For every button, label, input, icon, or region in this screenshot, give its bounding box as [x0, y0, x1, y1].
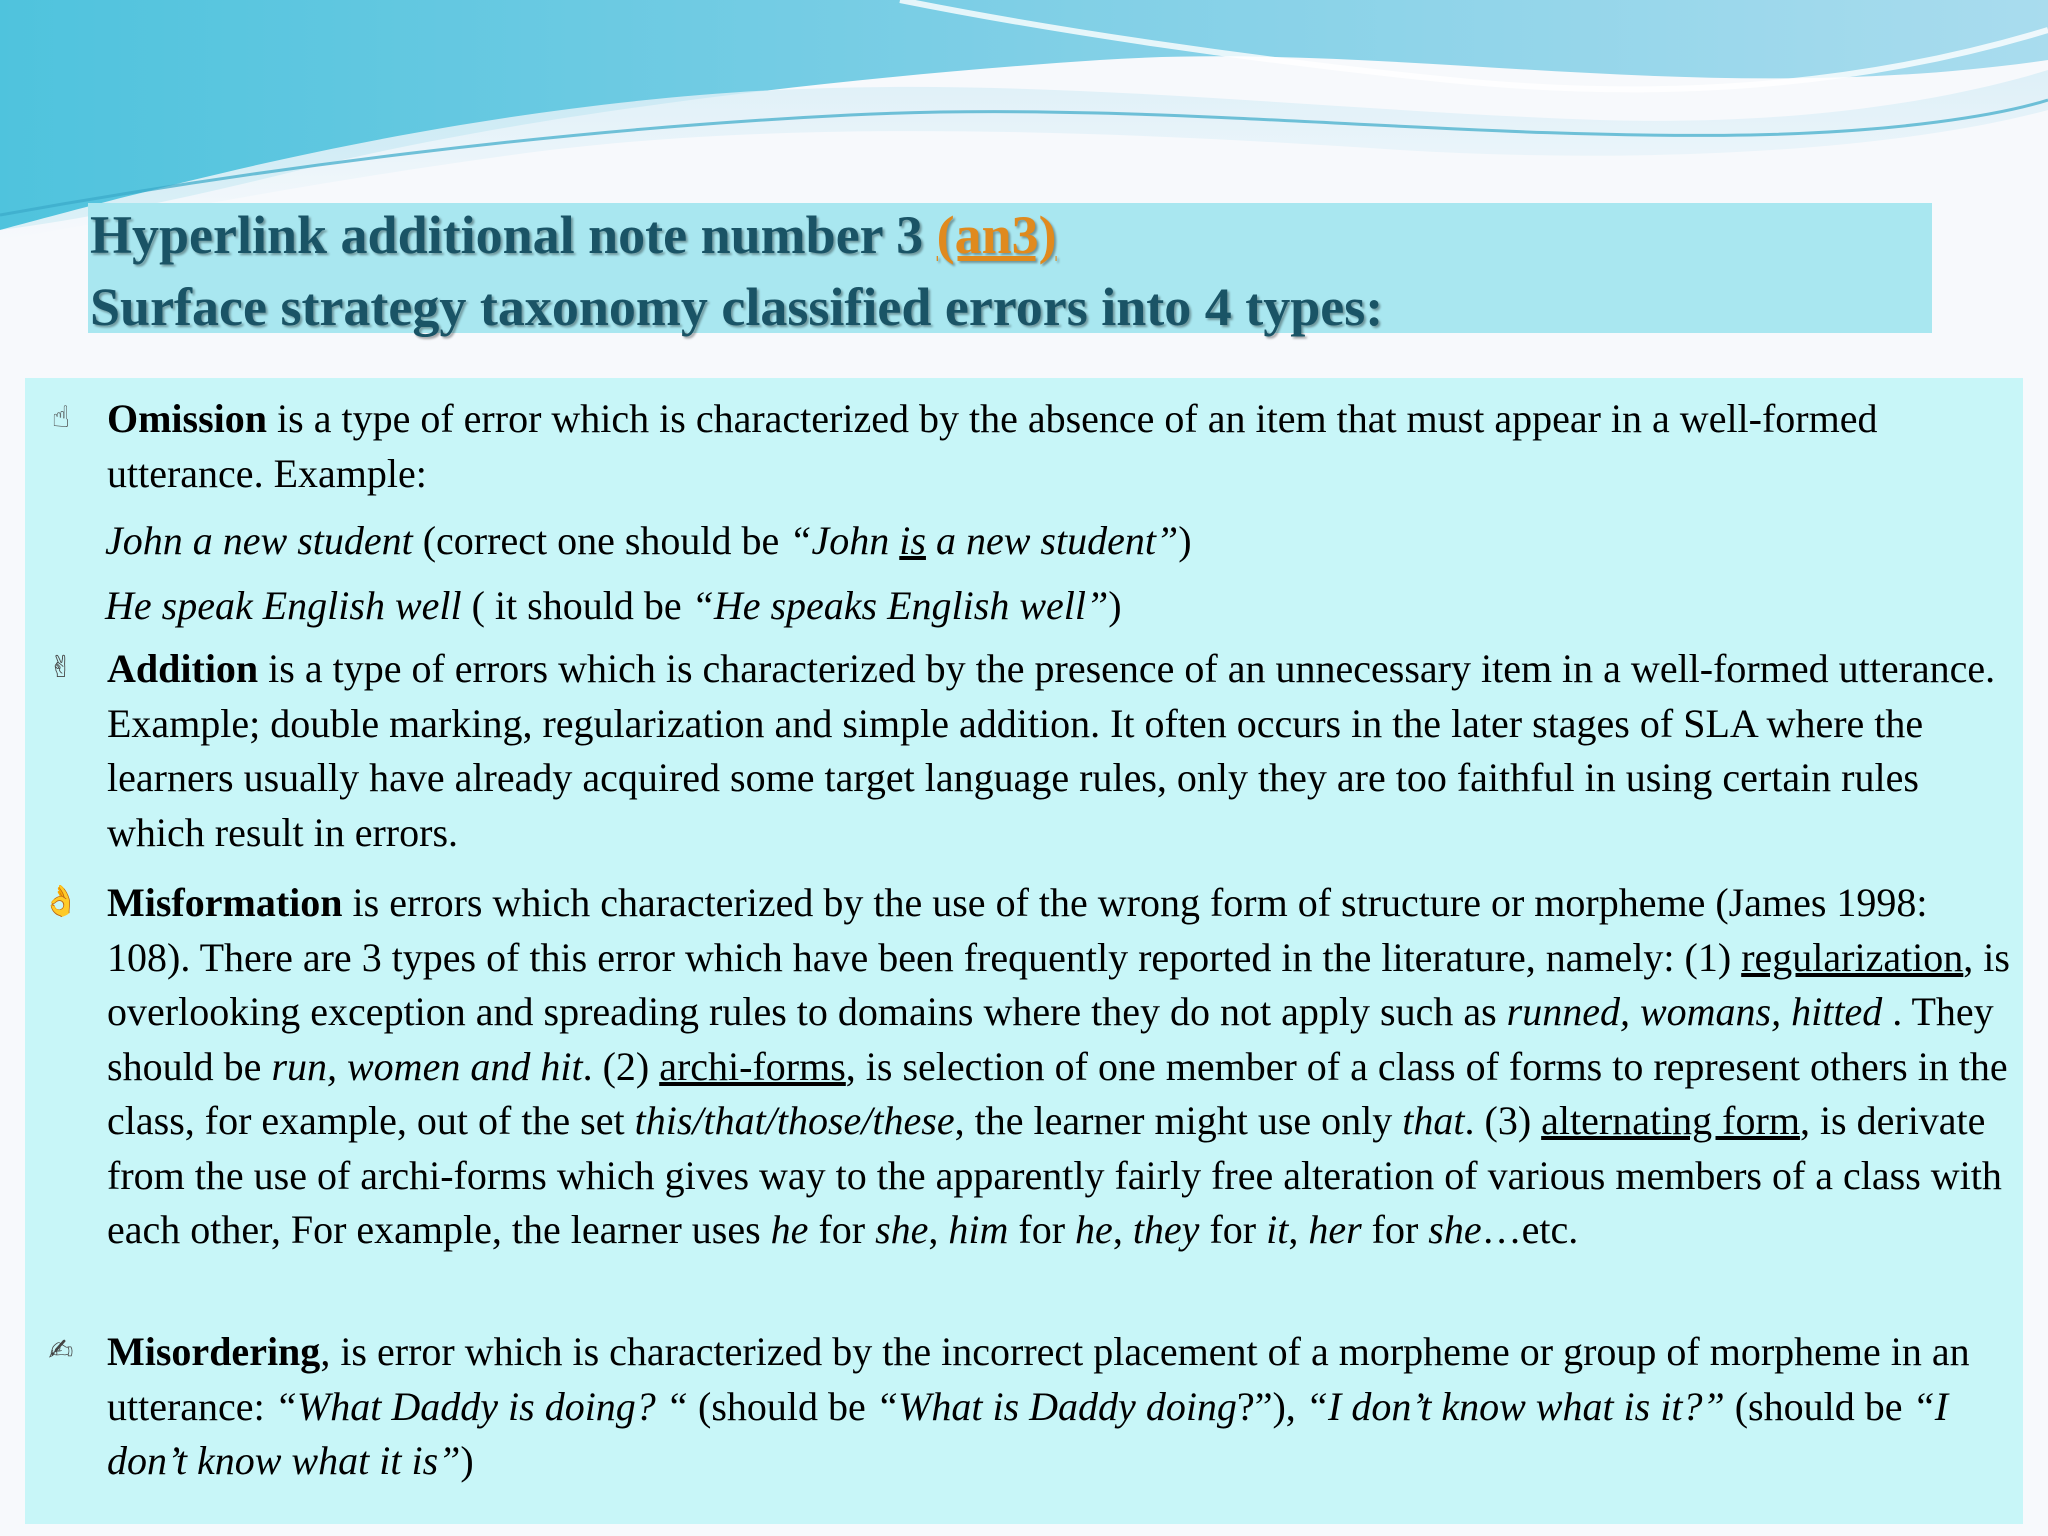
writing-hand-icon: ✍	[48, 1333, 74, 1368]
mf-t16: …etc.	[1481, 1207, 1579, 1252]
title-line-2: Surface strategy taxonomy classified errors into 4 types:	[90, 277, 1384, 337]
mo-t1: , is error which is characterized by the incorrect placement of a morpheme or group of morpheme in an utterance:	[107, 1329, 1970, 1429]
mf-i8: he	[1075, 1207, 1113, 1252]
mf-t15: for	[1361, 1207, 1429, 1252]
an3-hyperlink[interactable]: (an3)	[936, 205, 1057, 265]
mf-i7: him	[948, 1207, 1009, 1252]
mo-t3: ?”),	[1236, 1383, 1306, 1429]
mo-i3: “I don’t know what is it?”	[1305, 1383, 1725, 1429]
mf-i10: it	[1266, 1207, 1289, 1252]
mf-t8: , is derivate from the use of archi-forms which gives way to the apparently fairly free alteration of various members of a class with each other, For example, the learner uses	[107, 1098, 2002, 1252]
mf-t10: ,	[928, 1207, 949, 1252]
mo-i1: “What Daddy is doing? “	[274, 1383, 689, 1429]
mo-i2: “What is Daddy doing	[875, 1383, 1237, 1429]
omission-ex1-d: is	[899, 518, 926, 563]
title-prefix: Hyperlink additional note number 3	[90, 205, 937, 265]
mf-i2: run, women and hit	[271, 1043, 583, 1089]
mf-t13: for	[1199, 1207, 1267, 1252]
addition-term: Addition	[107, 646, 259, 691]
mf-i5: he	[770, 1207, 809, 1252]
mf-i11: her	[1308, 1207, 1362, 1252]
omission-ex2-d: )	[1108, 583, 1122, 628]
hand-pointing-icon: ☝	[51, 400, 71, 435]
addition-text	[107, 642, 2013, 860]
mo-i4: “I don’t know what it is”	[107, 1383, 1949, 1483]
misformation-term: Misformation	[107, 880, 343, 925]
misordering-term: Misordering	[107, 1329, 321, 1374]
title-box	[88, 203, 1932, 337]
ok-hand-icon: 👌	[42, 884, 80, 919]
content-box	[25, 378, 2023, 1524]
omission-term: Omission	[107, 396, 268, 441]
mf-i1: runned, womans, hitted	[1506, 989, 1883, 1034]
title-line-1	[90, 203, 1057, 267]
omission-ex2-a: He speak English well	[105, 583, 462, 628]
omission-ex1-c: “John	[789, 518, 900, 563]
omission-ex1-e: a new student”	[925, 518, 1179, 563]
mf-u2: archi-forms	[659, 1043, 846, 1089]
omission-example-2	[105, 579, 1122, 633]
mf-i4: that	[1402, 1098, 1465, 1143]
mo-t2: (should be	[688, 1383, 876, 1429]
omission-text	[107, 392, 2013, 501]
mf-t6: , the learner might use only	[954, 1098, 1403, 1143]
omission-ex1-f: )	[1178, 518, 1192, 563]
misordering-text	[107, 1325, 2013, 1489]
mf-u3: alternating form	[1541, 1098, 1800, 1143]
mf-t2: , is overlooking exception and spreading rules to domains where they do not apply such as	[107, 934, 2010, 1034]
mo-t5: )	[460, 1438, 474, 1483]
mf-t14: ,	[1288, 1207, 1309, 1252]
omission-ex1-a: John a new student	[105, 518, 413, 563]
mo-t4: (should be	[1724, 1383, 1913, 1429]
mf-t7: . (3)	[1464, 1098, 1542, 1143]
omission-ex2-b: ( it should be	[461, 583, 692, 628]
addition-desc: is a type of errors which is characterized by the presence of an unnecessary item in a well-formed utterance. Example; double marking, regularization and simple addition. It often occurs in the later stages of SLA where the learners usually have already acquired some target language rules, only they are too faithful in using certain rules which result in errors.	[107, 646, 1996, 855]
mf-t1: is errors which characterized by the use of the wrong form of structure or morpheme (James 1998: 108). There are 3 types of this error which have been frequently reported in the literature, namely: (1)	[107, 880, 1928, 980]
omission-example-1	[105, 514, 1192, 568]
misformation-text	[107, 876, 2013, 1258]
mf-i9: they	[1132, 1207, 1200, 1252]
mf-i6: she	[875, 1207, 929, 1252]
mf-t5: , is selection of one member of a class of forms to represent others in the class, for example, out of the set	[107, 1043, 2008, 1143]
mf-t12: ,	[1112, 1207, 1133, 1252]
mf-u1: regularization	[1741, 934, 1964, 980]
mf-i3: this/that/those/these	[634, 1098, 955, 1143]
mf-t4: . (2)	[582, 1043, 660, 1089]
mf-t9: for	[808, 1207, 876, 1252]
omission-desc: is a type of error which is characterized by the absence of an item that must appear in a well-formed utterance. Example:	[107, 396, 1878, 496]
mf-t3: . They should be	[107, 989, 1994, 1089]
omission-ex2-c: “He speaks English well”	[691, 583, 1109, 628]
mf-t11: for	[1008, 1207, 1076, 1252]
mf-i12: she	[1428, 1207, 1482, 1252]
victory-hand-icon: ✌	[48, 650, 74, 685]
omission-ex1-b: (correct one should be	[412, 518, 790, 563]
